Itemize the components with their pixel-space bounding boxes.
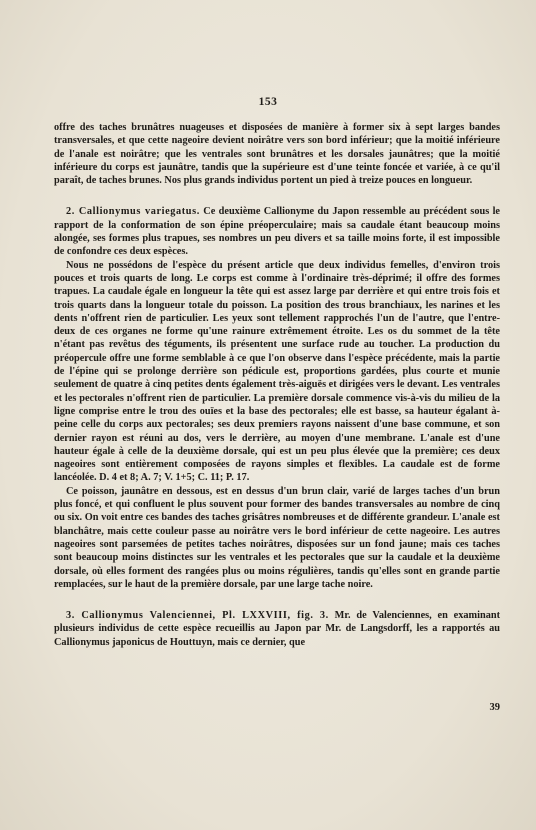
paragraph: offre des taches brunâtres nuageuses et disposées de manière à former six à sept larges bandes transversales, et que cette nageoire devient noirâtre vers son bord inférieur; que la moitié inférieure de l'anale est noirâtre; que les ventrales sont brunâtres et les dorsales jaunâtres; que la moitié inférieure du corps est jaunâtre, tandis que la supérieure est d'une teinte foncée et variée, à ce qu'il paraît, de taches brunes. Nos plus grands individus portent un pied à treize pouces en longueur. [54,122,500,187]
species-heading: 3. Callionymus Valenciennei, Pl. LXXVIII, fig. 3. [66,610,329,622]
body-text [54,121,500,649]
page-number: 153 [258,96,278,108]
paragraph: Ce poisson, jaunâtre en dessous, est en dessus d'un brun clair, varié de larges taches d'un brun plus foncé, et qui confluent le plus souvent pour former des bandes transversales au nombre de cinq ou six. On voit entre ces bandes des taches grisâtres nombreuses et de différente grandeur. L'anale est blanchâtre, mais cette couleur passe au noirâtre vers le bord inférieur de cette nageoire. Les autres nageoires sont parsemées de petites taches noirâtres, disposées sur un fond jaune; mais ces taches sont beaucoup moins distinctes sur les ventrales et les pectorales que sur la caudale et la deuxième dorsale, où elles forment des rangées plus ou moins régulières, tandis qu'elles sont en grande partie remplacées, sur le haut de la première dorsale, par une large tache noire. [54,485,500,590]
species-entry-3 [54,609,500,649]
paragraph: Ce deuxième Callionyme du Japon ressemble au précédent sous le rapport de la conformation de son épine préoperculaire; mais sa caudale étant beaucoup moins alongée, ses formes plus trapues, ses nombres un peu divers et sa taille moins forte, il est impossible de confondre ces deux espèces. [54,206,500,258]
paragraph: Mr. de Valenciennes, en examinant plusieurs individus de cette espèce recueillis au Japon par Mr. de Langsdorff, les a rapportés au Callionymus japonicus de Houttuyn, mais ce dernier, que [54,610,501,648]
sheet-signature: 39 [489,702,500,713]
species-entry-2 [54,205,500,258]
species-heading: 2. Callionymus variegatus. [66,206,200,218]
paragraph: Nous ne possédons de l'espèce du présent article que deux individus femelles, d'environ trois pouces et trois quarts de long. Le corps est comme à l'ordinaire très-déprimé; il offre des formes trapues. La caudale égale en longueur la tête qui est assez large par derrière et qui entre trois fois et trois quarts dans la longueur totale du poisson. La position des trous branchiaux, les narines et les dents n'offrent rien de particulier. Les yeux sont tellement rapprochés l'un de l'autre, que l'entre-deux de ces organes ne forme qu'une rainure extrêmement étroite. Les os du sommet de la tête n'étant pas revêtus des téguments, ils présentent une surface rude au toucher. La production du préopercule offre une forme semblable à ce que l'on observe dans l'espèce précédente, mais la partie de l'épine qui se prolonge derrière son pédicule est, proportions gardées, plus courte et munie seulement de quatre à cinq petites dents également très-aiguës et dirigées vers le devant. Les ventrales et les pectorales n'offrent rien de particulier. La première dorsale commence vis-à-vis du milieu de la ligne comprise entre le trou des ouïes et la base des pectorales; elle est basse, sa hauteur égalant à-peine celle du corps aux pectorales; ses deux premiers rayons naissent d'une base commune, et son dernier rayon est réuni au dos, vers le derrière, au moyen d'une membrane. L'anale est d'une hauteur égale à celle de la deuxième dorsale, qui est un peu plus élevée que la première; ces deux nageoires sont entièrement composées de rayons simples et flexibles. La caudale est de forme lancéolée. D. 4 et 8; A. 7; V. 1+5; C. 11; P. 17. [54,259,500,484]
